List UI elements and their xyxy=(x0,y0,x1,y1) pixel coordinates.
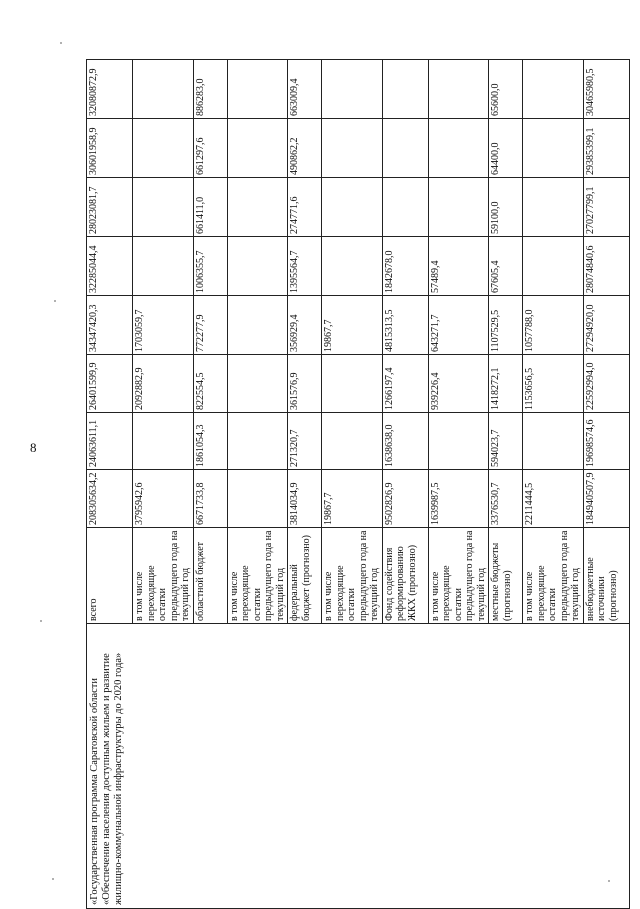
source-cell: в том числе переходящие остатки предыдущего года на текущий год xyxy=(133,528,194,624)
value-cell xyxy=(428,178,489,237)
value-cell: 1107529,5 xyxy=(489,296,523,355)
value-cell: 1703059,7 xyxy=(133,296,194,355)
value-cell: 1006355,7 xyxy=(193,237,227,296)
value-cell xyxy=(523,413,584,470)
value-cell xyxy=(227,355,288,413)
value-cell xyxy=(428,413,489,470)
value-cell: 28074840,6 xyxy=(583,237,629,296)
source-cell: в том числе переходящие остатки предыдущего года на текущий год xyxy=(322,528,383,624)
value-cell: 19698574,6 xyxy=(583,413,629,470)
value-cell xyxy=(227,296,288,355)
value-cell: 594023,7 xyxy=(489,413,523,470)
value-cell: 663009,4 xyxy=(288,60,322,119)
program-title: «Государственная программа Саратовской области «Обеспечение населения доступным жильем и развитие жилищно-коммунальной инфраструктуры до 2020 года» xyxy=(87,624,630,909)
value-cell: 661411,0 xyxy=(193,178,227,237)
value-cell xyxy=(428,60,489,119)
value-cell: 1153656,5 xyxy=(523,355,584,413)
value-cell: 9502826,9 xyxy=(382,470,428,528)
value-cell xyxy=(227,60,288,119)
value-cell: 32285044,4 xyxy=(87,237,133,296)
value-cell: 1266197,4 xyxy=(382,355,428,413)
source-cell: местные бюджеты (прогнозно) xyxy=(489,528,523,624)
source-cell: в том числе переходящие остатки предыдущего года на текущий год xyxy=(523,528,584,624)
source-cell: внебюджетные источники (прогнозно) xyxy=(583,528,629,624)
value-cell: 1057788,0 xyxy=(523,296,584,355)
value-cell: 29385399,1 xyxy=(583,119,629,178)
value-cell: 3795942,6 xyxy=(133,470,194,528)
value-cell: 6671733,8 xyxy=(193,470,227,528)
scan-speck xyxy=(60,42,62,44)
value-cell: 3814034,9 xyxy=(288,470,322,528)
value-cell: 27294920,0 xyxy=(583,296,629,355)
value-cell xyxy=(523,60,584,119)
source-cell: всего xyxy=(87,528,133,624)
value-cell xyxy=(523,178,584,237)
funding-table xyxy=(86,59,630,909)
value-cell: 67605,4 xyxy=(489,237,523,296)
value-cell: 661297,6 xyxy=(193,119,227,178)
value-cell xyxy=(523,237,584,296)
value-cell xyxy=(227,413,288,470)
value-cell: 274771,6 xyxy=(288,178,322,237)
value-cell xyxy=(322,355,383,413)
value-cell: 22592994,0 xyxy=(583,355,629,413)
value-cell xyxy=(227,470,288,528)
value-cell: 27027799,1 xyxy=(583,178,629,237)
source-cell: Фонд содействия реформированию ЖКХ (прогнозно) xyxy=(382,528,428,624)
value-cell xyxy=(322,119,383,178)
value-cell: 1418272,1 xyxy=(489,355,523,413)
value-cell: 28023081,7 xyxy=(87,178,133,237)
value-cell: 65600,0 xyxy=(489,60,523,119)
scan-speck xyxy=(52,878,54,880)
source-cell: в том числе переходящие остатки предыдущего года на текущий год xyxy=(227,528,288,624)
value-cell xyxy=(227,237,288,296)
scan-speck xyxy=(54,300,56,302)
value-cell: 643271,7 xyxy=(428,296,489,355)
value-cell xyxy=(322,60,383,119)
value-cell: 19867,7 xyxy=(322,296,383,355)
rotated-table-container xyxy=(86,60,619,909)
value-cell xyxy=(382,60,428,119)
value-cell: 184940507,9 xyxy=(583,470,629,528)
value-cell xyxy=(382,178,428,237)
source-cell: областной бюджет xyxy=(193,528,227,624)
value-cell: 19867,7 xyxy=(322,470,383,528)
value-cell: 2211444,5 xyxy=(523,470,584,528)
value-cell: 57489,4 xyxy=(428,237,489,296)
value-cell xyxy=(227,119,288,178)
value-cell: 3376530,7 xyxy=(489,470,523,528)
value-cell: 24063611,1 xyxy=(87,413,133,470)
source-cell: в том числе переходящие остатки предыдущего года на текущий год xyxy=(428,528,489,624)
value-cell: 4815313,5 xyxy=(382,296,428,355)
value-cell: 30601958,9 xyxy=(87,119,133,178)
value-cell: 59100,0 xyxy=(489,178,523,237)
value-cell xyxy=(133,60,194,119)
value-cell: 2092882,9 xyxy=(133,355,194,413)
value-cell: 772277,9 xyxy=(193,296,227,355)
value-cell: 34347420,3 xyxy=(87,296,133,355)
value-cell xyxy=(382,119,428,178)
value-cell xyxy=(523,119,584,178)
value-cell xyxy=(133,178,194,237)
value-cell xyxy=(322,237,383,296)
value-cell: 271320,7 xyxy=(288,413,322,470)
value-cell xyxy=(428,119,489,178)
source-cell: федеральный бюджет (прогнозно) xyxy=(288,528,322,624)
value-cell: 26401599,9 xyxy=(87,355,133,413)
table-row xyxy=(87,60,133,909)
value-cell xyxy=(227,178,288,237)
value-cell: 886283,0 xyxy=(193,60,227,119)
value-cell: 356929,4 xyxy=(288,296,322,355)
value-cell xyxy=(133,237,194,296)
value-cell: 208305634,2 xyxy=(87,470,133,528)
value-cell: 1842678,0 xyxy=(382,237,428,296)
scan-speck xyxy=(608,880,610,882)
value-cell: 1639987,5 xyxy=(428,470,489,528)
value-cell: 1638638,0 xyxy=(382,413,428,470)
value-cell: 64400,0 xyxy=(489,119,523,178)
scan-speck xyxy=(40,620,42,622)
value-cell: 490862,2 xyxy=(288,119,322,178)
value-cell: 822554,5 xyxy=(193,355,227,413)
value-cell xyxy=(322,178,383,237)
value-cell: 32080872,9 xyxy=(87,60,133,119)
value-cell xyxy=(133,413,194,470)
value-cell xyxy=(133,119,194,178)
value-cell xyxy=(322,413,383,470)
value-cell: 30465980,5 xyxy=(583,60,629,119)
value-cell: 939226,4 xyxy=(428,355,489,413)
value-cell: 361576,9 xyxy=(288,355,322,413)
page-number: 8 xyxy=(30,440,37,455)
value-cell: 1395564,7 xyxy=(288,237,322,296)
value-cell: 1861054,3 xyxy=(193,413,227,470)
